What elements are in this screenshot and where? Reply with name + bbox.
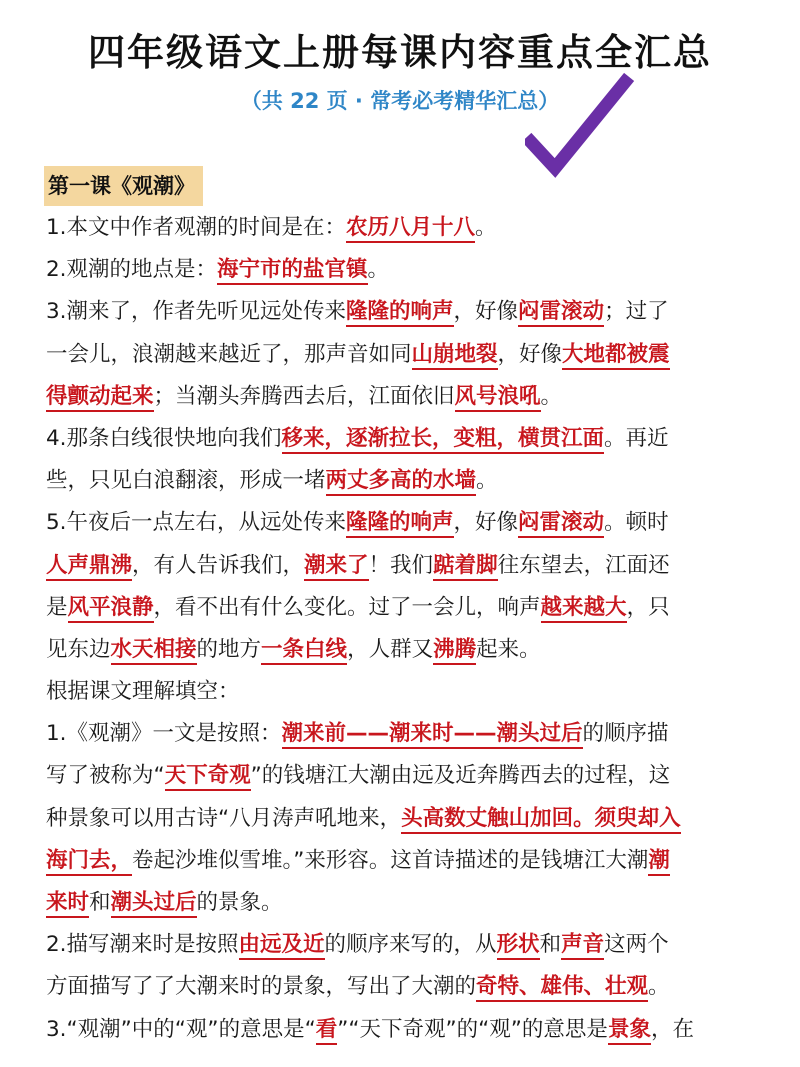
highlighted-answer: 风号浪吼 [455,384,541,412]
text-segment: ”的钱塘江大潮由远及近奔腾西去的过程，这 [250,763,671,789]
text-line [46,587,760,629]
text-line [46,713,760,755]
text-segment: 往东望去，江面还 [497,552,670,578]
text-line [46,671,760,713]
highlighted-answer: 由远及近 [239,932,325,960]
text-segment: 。 [540,383,563,409]
highlighted-answer: 形状 [497,932,540,960]
text-line [46,966,760,1008]
text-segment: 。 [475,215,497,240]
text-segment: ！我们 [368,552,434,578]
highlighted-answer: 来时 [46,890,89,918]
text-segment: 根据课文理解填空： [46,679,240,705]
text-segment: 3.“观潮”中的“观”的意思是“ [46,1016,316,1042]
text-segment: ；当潮头奔腾西去后，江面依旧 [153,383,455,409]
highlighted-answer: 海宁市的盐官镇 [217,257,368,285]
highlighted-answer: 头高数丈触山加回。须臾却入 [401,806,681,834]
text-segment: 的顺序来写的，从 [324,932,497,958]
text-segment: 2.描写潮来时是按照 [46,932,239,958]
highlighted-answer: 风平浪静 [68,595,154,623]
text-segment: 见东边 [46,636,111,662]
text-segment: ，好像 [497,341,563,367]
text-segment: 和 [539,932,562,958]
lesson-content [46,207,760,1051]
text-line [46,334,760,376]
text-line [46,291,760,333]
text-line [46,460,760,502]
page-title: 四年级语文上册每课内容重点全汇总 [88,31,712,74]
highlighted-answer: 闷雷滚动 [518,299,604,327]
highlighted-answer: 两丈多高的水墙 [326,468,477,496]
text-segment: ，看不出有什么变化。过了一会儿，响声 [153,594,541,620]
text-segment: 的顺序描 [582,721,669,747]
text-segment: 。 [648,974,670,1000]
text-line [46,376,760,418]
text-segment: ，人群又 [347,636,434,662]
text-segment: ，在 [650,1016,694,1042]
text-segment: 写了被称为“ [46,763,165,789]
highlighted-answer: 隆隆的响声 [346,510,454,538]
text-line [46,798,760,840]
text-segment: 2.观潮的地点是： [46,257,218,283]
highlighted-answer: 农历八月十八 [346,215,475,243]
highlighted-answer: 潮来前——潮来时——潮头过后 [282,721,583,749]
text-line [46,207,760,249]
text-segment: 。顿时 [604,510,669,536]
highlighted-answer: 潮 [648,848,670,876]
text-segment: 是 [46,594,68,620]
text-segment: 1.《观潮》一文是按照： [46,721,282,747]
highlighted-answer: 奇特、雄伟、壮观 [476,974,648,1002]
text-line [46,545,760,587]
text-line [46,1009,760,1051]
text-segment: 4.那条白线很快地向我们 [46,425,282,451]
highlighted-answer: 人声鼎沸 [46,553,132,581]
highlighted-answer: 声音 [561,932,604,960]
highlighted-answer: 看 [316,1017,338,1045]
text-segment: 这两个 [604,932,669,958]
text-segment: 。 [367,257,390,283]
text-segment: 和 [89,890,111,915]
text-segment: 方面描写了了大潮来时的景象，写出了大潮的 [46,974,477,1000]
text-line [46,629,760,671]
text-line [46,418,760,460]
text-segment: ，好像 [453,510,519,536]
text-segment: ；过了 [604,299,669,325]
lesson-heading: 第一课《观潮》 [44,166,203,206]
text-segment: 种景象可以用古诗“八月涛声吼地来， [46,805,402,831]
highlighted-answer: 隆隆的响声 [346,299,454,327]
text-segment: 的地方 [196,636,262,662]
text-segment: 一会儿，浪潮越来越近了，那声音如同 [46,341,412,367]
text-segment: 些，只见白浪翻滚，形成一堵 [46,468,326,494]
text-segment: 。再近 [604,425,669,451]
text-line [46,882,760,924]
text-segment: ，只 [626,594,670,620]
highlighted-answer: 踮着脚 [433,553,498,581]
highlighted-answer: 水天相接 [111,637,197,665]
highlighted-answer: 一条白线 [261,637,347,665]
text-segment: ，有人告诉我们， [132,552,305,578]
text-line [46,924,760,966]
text-segment: 起来。 [476,636,541,662]
text-segment: ，好像 [453,299,519,325]
highlighted-answer: 大地都被震 [562,342,670,370]
text-segment: 的景象。 [196,890,283,915]
text-line [46,840,760,882]
highlighted-answer: 天下奇观 [165,763,251,791]
highlighted-answer: 潮头过后 [111,890,197,918]
checkmark-icon [525,72,635,182]
highlighted-answer: 得颤动起来 [46,384,154,412]
highlighted-answer: 海门去， [46,848,132,876]
highlighted-answer: 山崩地裂 [412,342,498,370]
text-segment: 5.午夜后一点左右，从远处传来 [46,510,347,536]
text-line [46,249,760,291]
text-segment: 1.本文中作者观潮的时间是在： [46,215,347,240]
page-subtitle: （共 22 页 · 常考必考精华汇总） [240,89,560,113]
highlighted-answer: 移来，逐渐拉长，变粗，横贯江面 [282,426,605,454]
text-segment: 卷起沙堆似雪堆。”来形容。这首诗描述的是钱塘江大潮 [132,847,649,873]
text-segment: 3.潮来了，作者先听见远处传来 [46,299,347,325]
highlighted-answer: 越来越大 [541,595,627,623]
highlighted-answer: 闷雷滚动 [518,510,604,538]
text-line [46,502,760,544]
text-segment: ”“天下奇观”的“观”的意思是 [337,1016,608,1042]
text-segment: 。 [476,468,498,494]
highlighted-answer: 景象 [608,1017,651,1045]
highlighted-answer: 潮来了 [304,553,369,581]
text-line [46,755,760,797]
highlighted-answer: 沸腾 [433,637,476,665]
